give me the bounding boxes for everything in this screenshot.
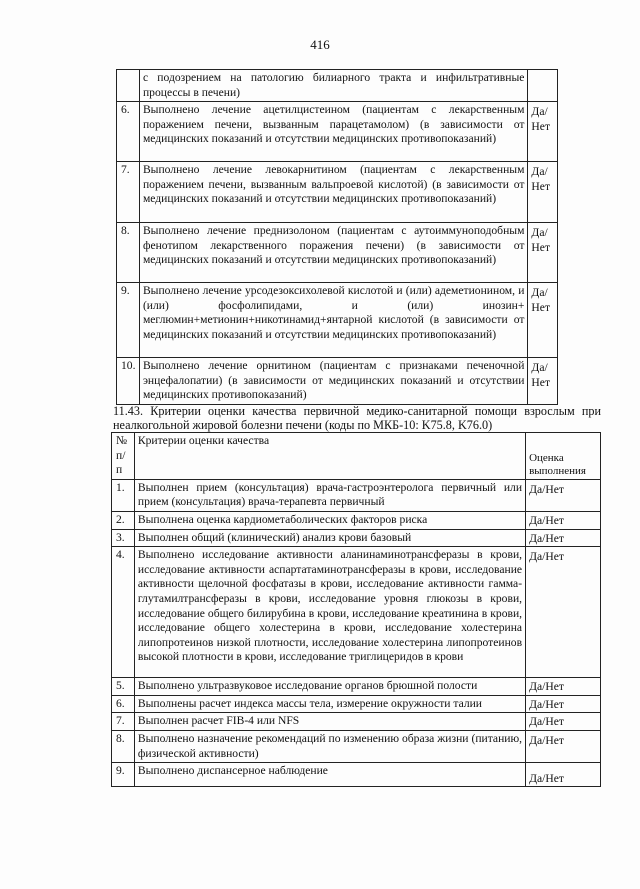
criterion-text: Выполнены расчет индекса массы тела, измерение окружности талии xyxy=(134,695,525,713)
row-number: 1. xyxy=(112,479,135,511)
result-cell: Да/Нет xyxy=(526,713,601,731)
row-number: 8. xyxy=(117,223,140,283)
table-header-row xyxy=(112,433,601,480)
result-cell: Да/Нет xyxy=(526,547,601,678)
result-cell: Да/Нет xyxy=(526,730,601,762)
criterion-text: Выполнено ультразвуковое исследование органов брюшной полости xyxy=(134,678,525,696)
table-row xyxy=(112,695,601,713)
page-number: 416 xyxy=(310,37,330,52)
result-cell: Да/Нет xyxy=(526,678,601,696)
table-row xyxy=(112,529,601,547)
row-number: 9. xyxy=(117,283,140,358)
column-header-criterion: Критерии оценки качества xyxy=(134,433,525,480)
row-number: 6. xyxy=(112,695,135,713)
table-row xyxy=(112,730,601,762)
criterion-text: Выполнено лечение ацетилцистеином (пациентам с лекарственным поражением печени, вызванным парацетамолом) (в зависимости от медицинских показаний и отсутствии медицинских противопоказаний) xyxy=(139,102,527,162)
result-cell: Да/Нет xyxy=(526,529,601,547)
criterion-text: Выполнено лечение левокарнитином (пациентам с лекарственным поражением печени, вызванным вальпроевой кислотой) (в зависимости от медицинских показаний и отсутствии медицинских противопоказаний) xyxy=(139,162,527,223)
table-row xyxy=(112,547,601,678)
criterion-text: Выполнено назначение рекомендаций по изменению образа жизни (питанию, физической активности) xyxy=(134,730,525,762)
row-number: 9. xyxy=(112,763,135,787)
row-number: 4. xyxy=(112,547,135,678)
criterion-text: Выполнено лечение орнитином (пациентам с признаками печеночной энцефалопатии) (в зависимости от медицинских показаний и отсутствии медицинских противопоказаний) xyxy=(139,358,527,405)
row-number: 3. xyxy=(112,529,135,547)
result-cell: Да/Нет xyxy=(526,479,601,511)
result-cell xyxy=(528,70,558,102)
table-row xyxy=(117,223,558,283)
table-row xyxy=(112,678,601,696)
table-row xyxy=(112,479,601,511)
result-cell: Да/Нет xyxy=(526,511,601,529)
table-row xyxy=(117,70,558,102)
row-number: 8. xyxy=(112,730,135,762)
result-cell: Да/Нет xyxy=(528,162,558,223)
criterion-text: с подозрением на патологию билиарного тракта и инфильтративные процессы в печени) xyxy=(139,70,527,102)
table-row xyxy=(112,713,601,731)
row-number: 6. xyxy=(117,102,140,162)
result-cell: Да/Нет xyxy=(528,223,558,283)
section-heading: 11.43. Критерии оценки качества первичной медико-санитарной помощи взрослым при неалкогольной жировой болезни печени (коды по МКБ-10: K75.8, K76.0) xyxy=(113,404,601,432)
result-cell: Да/Нет xyxy=(526,763,601,787)
criterion-text: Выполнено исследование активности аланинаминотрансферазы в крови, исследование активности аспартатаминотрансферазы в крови, исследование активности щелочной фосфатазы в крови, исследование активности гамма-глутамилтрансферазы в крови, исследование уровня глюкозы в крови, исследование общего билирубина в крови, исследование креатинина в крови, исследование общего холестерина в крови, исследование холестерина липопротеинов низкой плотности, исследование холестерина липопротеинов высокой плотности в крови, исследование триглицеридов в крови xyxy=(134,547,525,678)
table-row xyxy=(112,511,601,529)
result-cell: Да/Нет xyxy=(528,358,558,405)
result-cell: Да/Нет xyxy=(526,695,601,713)
criterion-text: Выполнен прием (консультация) врача-гастроэнтеролога первичный или прием (консультация) врача-терапевта первичный xyxy=(134,479,525,511)
criteria-table xyxy=(111,432,601,787)
criterion-text: Выполнено диспансерное наблюдение xyxy=(134,763,525,787)
table-row xyxy=(117,102,558,162)
row-number: 2. xyxy=(112,511,135,529)
row-number: 10. xyxy=(117,358,140,405)
criterion-text: Выполнен расчет FIB-4 или NFS xyxy=(134,713,525,731)
row-number: 7. xyxy=(112,713,135,731)
criterion-text: Выполнено лечение преднизолоном (пациентам с аутоиммуноподобным фенотипом лекарственного поражения печени) (в зависимости от медицинских показаний и отсутствии медицинских противопоказаний) xyxy=(139,223,527,283)
table-row xyxy=(117,283,558,358)
row-number xyxy=(117,70,140,102)
result-cell: Да/Нет xyxy=(528,102,558,162)
table-row xyxy=(112,763,601,787)
row-number: 5. xyxy=(112,678,135,696)
criterion-text: Выполнена оценка кардиометаболических факторов риска xyxy=(134,511,525,529)
criteria-table-continued xyxy=(116,69,558,405)
column-header-result: Оценка выполнения xyxy=(526,433,601,480)
table-row xyxy=(117,162,558,223)
result-cell: Да/Нет xyxy=(528,283,558,358)
criterion-text: Выполнен общий (клинический) анализ крови базовый xyxy=(134,529,525,547)
column-header-number: № п/п xyxy=(112,433,135,480)
table-row xyxy=(117,358,558,405)
row-number: 7. xyxy=(117,162,140,223)
criterion-text: Выполнено лечение урсодезоксихолевой кислотой и (или) адеметионином, и (или) фосфолипидами, и (или) инозин+ меглюмин+метионин+никотинамид+янтарной кислотой (в зависимости от медицинских показаний и отсутствии медицинских противопоказаний) xyxy=(139,283,527,358)
